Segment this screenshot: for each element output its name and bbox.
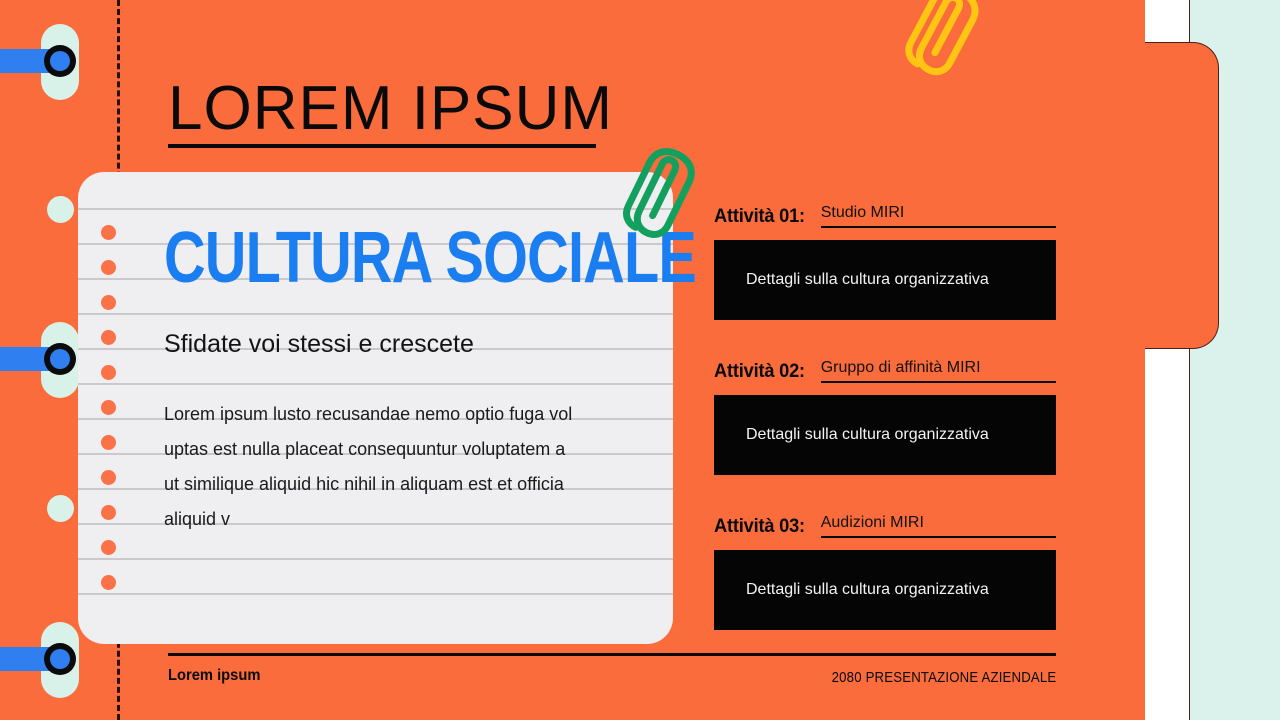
activity-detail-panel[interactable] (714, 550, 1056, 630)
binder-ring-inner (50, 349, 70, 369)
notepad-bullet (101, 400, 116, 415)
binder-hole-dot (47, 196, 74, 223)
activity-detail-panel[interactable] (714, 395, 1056, 475)
notepad-rule (78, 593, 673, 595)
notepad-subheading: Sfidate voi stessi e crescete (164, 330, 474, 358)
binder-ring-inner (50, 649, 70, 669)
notepad-bullet (101, 470, 116, 485)
footer-right-label: 2080 PRESENTAZIONE AZIENDALE (831, 669, 1056, 686)
yellow-paperclip-icon (886, 0, 986, 84)
notepad-body-line-4: aliquid v (164, 509, 231, 529)
activity-detail-text: Dettagli sulla cultura organizzativa (746, 581, 989, 598)
activity-detail-text: Dettagli sulla cultura organizzativa (746, 271, 989, 288)
activity-block-2 (714, 353, 1056, 475)
title-underline (168, 144, 596, 148)
binder-hole-dot (47, 495, 74, 522)
notepad-body-line-2: uptas est nulla placeat consequuntur voluptatem a (164, 439, 566, 459)
activity-header-row (714, 353, 1056, 383)
notepad-bullet (101, 435, 116, 450)
activity-value: Gruppo di affinità MIRI (820, 359, 981, 376)
activity-label: Attività 01: (714, 206, 805, 227)
notepad-bullet (101, 540, 116, 555)
activity-label: Attività 02: (714, 361, 805, 382)
notepad-rule (78, 313, 673, 315)
binder-ring-inner (50, 51, 70, 71)
activity-value-field[interactable] (821, 359, 1056, 383)
notepad-bullet (101, 365, 116, 380)
activity-detail-text: Dettagli sulla cultura organizzativa (746, 426, 989, 443)
green-paperclip-icon (605, 132, 697, 242)
notepad-bullet (101, 295, 116, 310)
activity-block-3 (714, 508, 1056, 630)
activity-detail-panel[interactable] (714, 240, 1056, 320)
activity-label: Attività 03: (714, 516, 805, 537)
activity-value-field[interactable] (821, 514, 1056, 538)
activity-value-field[interactable] (821, 204, 1056, 228)
activity-header-row (714, 198, 1056, 228)
notepad-bullet (101, 225, 116, 240)
notepad-body-line-1: Lorem ipsum lusto recusandae nemo optio fuga vol (164, 404, 573, 424)
activity-value: Studio MIRI (820, 204, 905, 221)
notepad-bullet (101, 330, 116, 345)
notepad-rule (78, 558, 673, 560)
activity-header-row (714, 508, 1056, 538)
notepad-rule (78, 208, 673, 210)
page-title: LOREM IPSUM (168, 74, 614, 143)
footer-divider (168, 653, 1056, 656)
notepad-heading: CULTURA SOCIALE (164, 218, 696, 298)
notepad-bullet (101, 260, 116, 275)
notepad-bullet (101, 505, 116, 520)
footer-left-label: Lorem ipsum (168, 667, 261, 684)
notepad-bullet (101, 575, 116, 590)
notepad-body-line-3: ut similique aliquid hic nihil in aliquam est et officia (164, 474, 564, 494)
activity-value: Audizioni MIRI (820, 514, 924, 531)
orange-side-tab (1143, 42, 1219, 349)
activity-block-1 (714, 198, 1056, 320)
notepad-rule (78, 383, 673, 385)
